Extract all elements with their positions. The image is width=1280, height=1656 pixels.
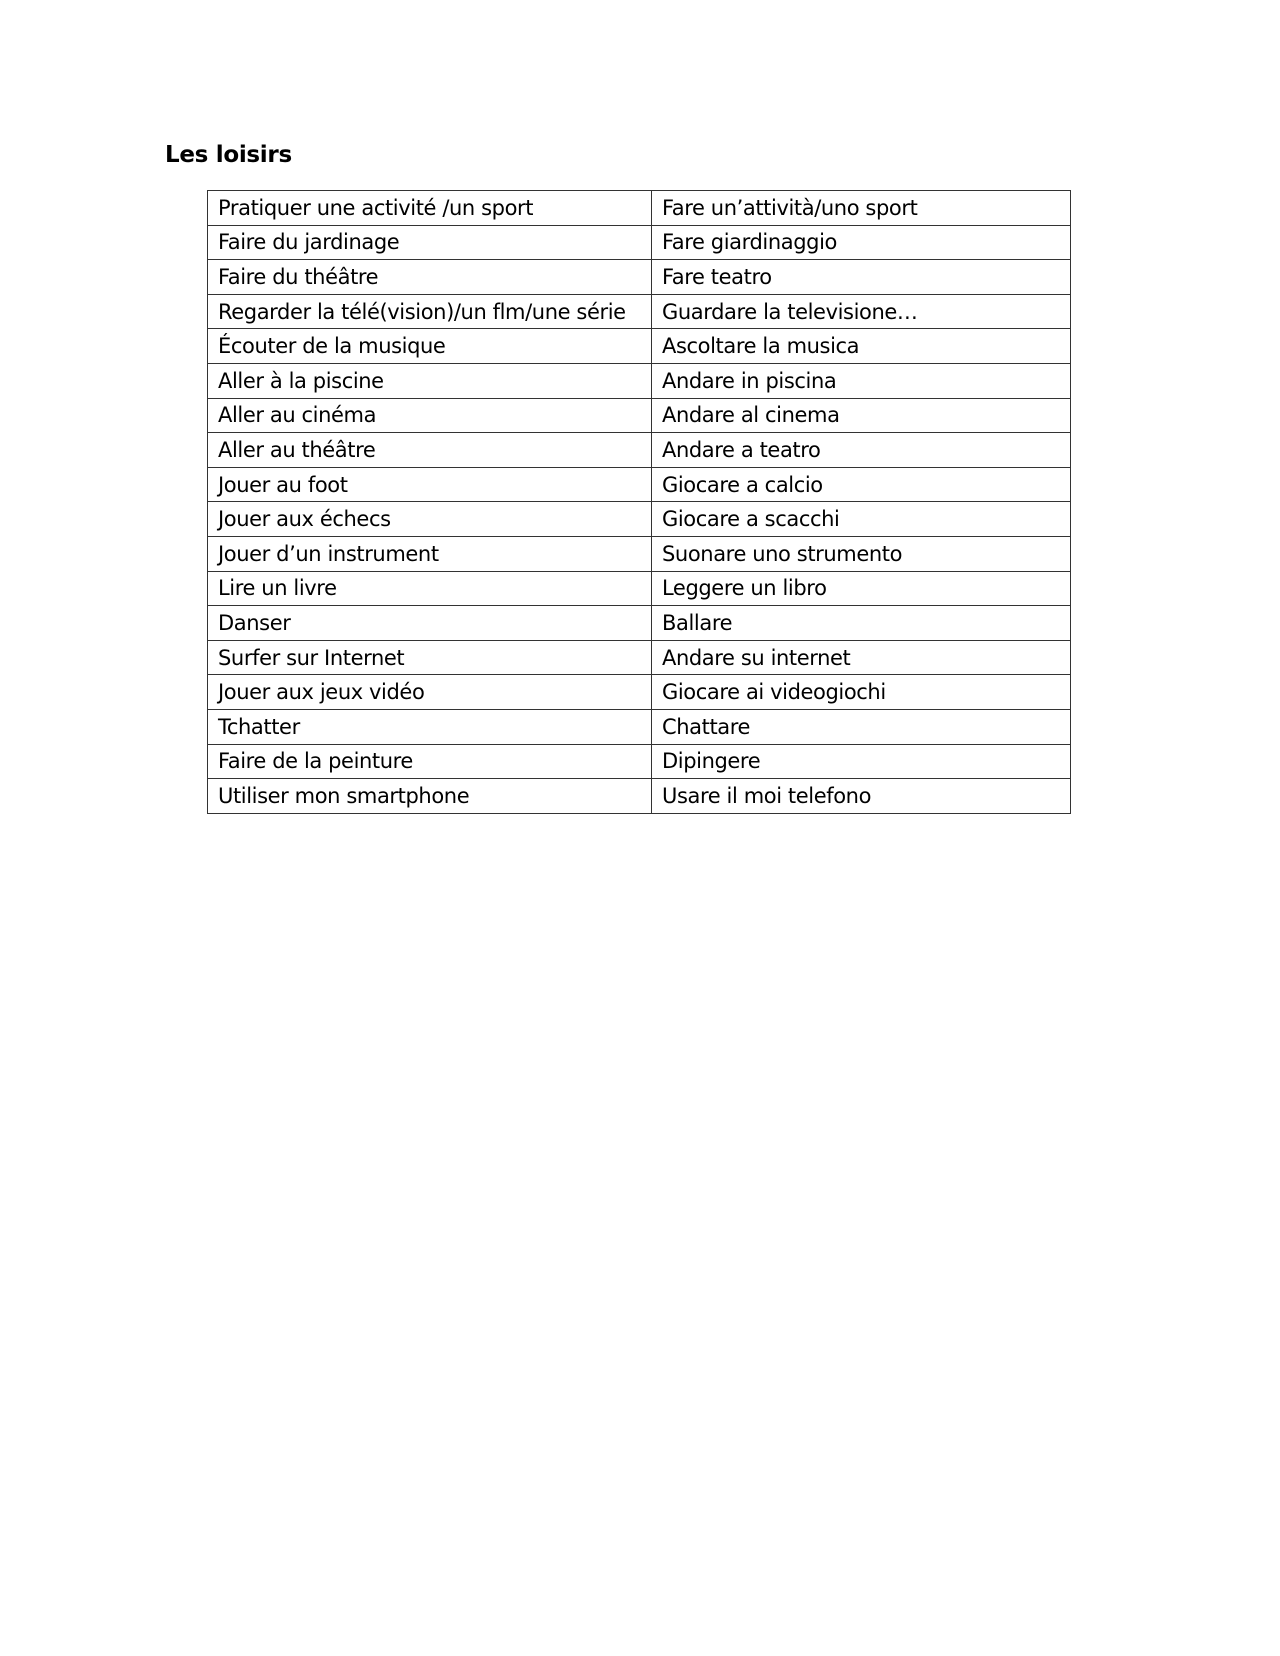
table-row: [208, 260, 1071, 295]
french-term: Jouer aux échecs: [208, 502, 652, 537]
french-term: Aller au cinéma: [208, 398, 652, 433]
italian-translation: Fare un’attività/uno sport: [652, 191, 1071, 226]
french-term: Jouer au foot: [208, 467, 652, 502]
table-row: [208, 536, 1071, 571]
table-row: [208, 571, 1071, 606]
italian-translation: Fare teatro: [652, 260, 1071, 295]
french-term: Écouter de la musique: [208, 329, 652, 364]
french-term: Faire du théâtre: [208, 260, 652, 295]
italian-translation: Andare a teatro: [652, 433, 1071, 468]
table-row: [208, 744, 1071, 779]
french-term: Aller à la piscine: [208, 363, 652, 398]
table-row: [208, 225, 1071, 260]
table-row: [208, 709, 1071, 744]
italian-translation: Giocare a scacchi: [652, 502, 1071, 537]
italian-translation: Fare giardinaggio: [652, 225, 1071, 260]
french-term: Danser: [208, 606, 652, 641]
italian-translation: Usare il moi telefono: [652, 779, 1071, 814]
french-term: Tchatter: [208, 709, 652, 744]
french-term: Jouer aux jeux vidéo: [208, 675, 652, 710]
italian-translation: Giocare a calcio: [652, 467, 1071, 502]
italian-translation: Andare al cinema: [652, 398, 1071, 433]
french-term: Surfer sur Internet: [208, 640, 652, 675]
french-term: Regarder la télé(vision)/un flm/une série: [208, 294, 652, 329]
table-row: [208, 433, 1071, 468]
italian-translation: Andare in piscina: [652, 363, 1071, 398]
table-row: [208, 467, 1071, 502]
french-term: Lire un livre: [208, 571, 652, 606]
page-title: Les loisirs: [165, 142, 292, 168]
table-row: [208, 398, 1071, 433]
french-term: Utiliser mon smartphone: [208, 779, 652, 814]
table-row: [208, 191, 1071, 226]
table-row: [208, 606, 1071, 641]
italian-translation: Chattare: [652, 709, 1071, 744]
french-term: Faire du jardinage: [208, 225, 652, 260]
table-row: [208, 294, 1071, 329]
french-term: Aller au théâtre: [208, 433, 652, 468]
vocabulary-table: [207, 190, 1071, 814]
italian-translation: Andare su internet: [652, 640, 1071, 675]
italian-translation: Leggere un libro: [652, 571, 1071, 606]
table-row: [208, 779, 1071, 814]
italian-translation: Guardare la televisione…: [652, 294, 1071, 329]
french-term: Jouer d’un instrument: [208, 536, 652, 571]
table-row: [208, 363, 1071, 398]
table-row: [208, 502, 1071, 537]
french-term: Faire de la peinture: [208, 744, 652, 779]
table-row: [208, 329, 1071, 364]
table-row: [208, 675, 1071, 710]
table-row: [208, 640, 1071, 675]
italian-translation: Giocare ai videogiochi: [652, 675, 1071, 710]
french-term: Pratiquer une activité /un sport: [208, 191, 652, 226]
italian-translation: Ballare: [652, 606, 1071, 641]
italian-translation: Suonare uno strumento: [652, 536, 1071, 571]
italian-translation: Ascoltare la musica: [652, 329, 1071, 364]
italian-translation: Dipingere: [652, 744, 1071, 779]
